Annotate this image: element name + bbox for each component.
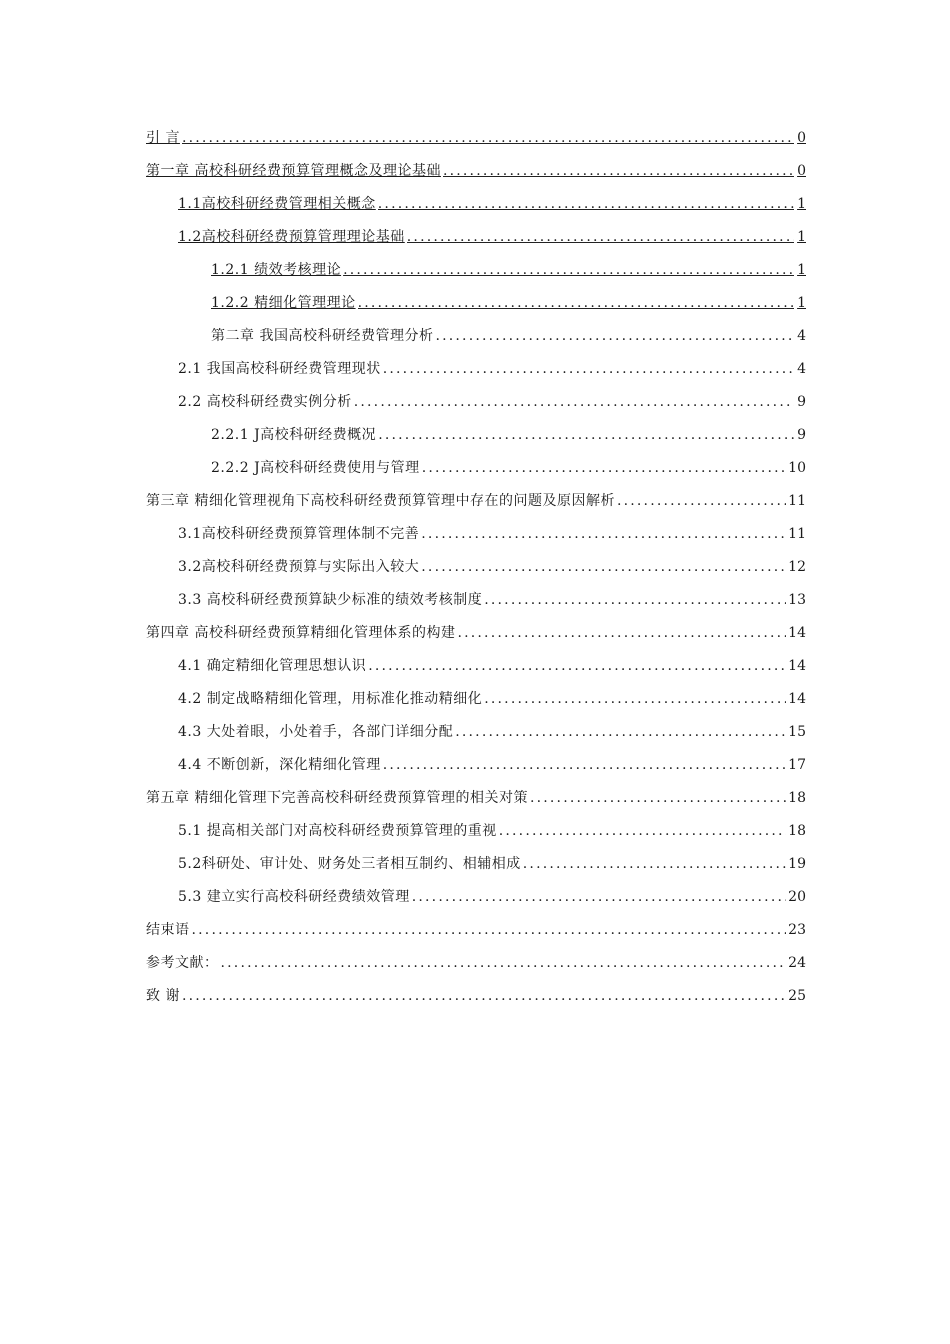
- toc-page-number: 12: [788, 559, 806, 575]
- toc-entry-title: 结束语: [146, 922, 190, 938]
- toc-page-number: 1: [797, 196, 806, 212]
- toc-page-number: 19: [788, 856, 806, 872]
- toc-dot-leader: [435, 320, 794, 353]
- toc-page-number: 14: [788, 691, 806, 707]
- toc-dot-leader: [484, 584, 786, 617]
- toc-page-number: 14: [788, 625, 806, 641]
- toc-dot-leader: [378, 419, 794, 452]
- toc-entry[interactable]: [146, 947, 806, 980]
- toc-entry[interactable]: [146, 650, 806, 683]
- toc-dot-leader: [182, 122, 794, 155]
- toc-dot-leader: [221, 947, 787, 980]
- toc-entry[interactable]: [146, 980, 806, 1013]
- toc-dot-leader: [422, 452, 786, 485]
- toc-entry[interactable]: [146, 716, 806, 749]
- toc-entry-title: 2.2.1 J高校科研经费概况: [211, 427, 377, 443]
- toc-page-number: 20: [788, 889, 806, 905]
- toc-entry-title: 第一章 高校科研经费预算管理概念及理论基础: [146, 163, 441, 179]
- toc-entry[interactable]: [146, 551, 806, 584]
- toc-entry[interactable]: [146, 815, 806, 848]
- toc-dot-leader: [407, 221, 794, 254]
- toc-page-number: 1: [797, 295, 806, 311]
- toc-entry-title: 4.1 确定精细化管理思想认识: [178, 658, 367, 674]
- toc-page-number: 25: [788, 988, 806, 1004]
- toc-entry-title: 第五章 精细化管理下完善高校科研经费预算管理的相关对策: [146, 790, 528, 806]
- toc-entry-title: 2.2.2 J高校科研经费使用与管理: [211, 460, 420, 476]
- toc-entry[interactable]: [146, 914, 806, 947]
- toc-entry[interactable]: [146, 188, 806, 221]
- toc-entry[interactable]: [146, 353, 806, 386]
- toc-dot-leader: [443, 155, 794, 188]
- toc-entry-title: 1.1高校科研经费管理相关概念: [178, 196, 376, 212]
- toc-dot-leader: [383, 749, 786, 782]
- toc-dot-leader: [383, 353, 794, 386]
- toc-page-number: 9: [797, 427, 806, 443]
- toc-entry-title: 致 谢: [146, 988, 180, 1004]
- toc-dot-leader: [499, 815, 786, 848]
- toc-page-number: 15: [788, 724, 806, 740]
- toc-page-number: 24: [788, 955, 806, 971]
- toc-dot-leader: [455, 716, 786, 749]
- toc-page-number: 11: [788, 493, 806, 509]
- toc-entry-title: 3.1高校科研经费预算管理体制不完善: [178, 526, 420, 542]
- toc-entry-title: 4.2 制定战略精细化管理，用标准化推动精细化: [178, 691, 483, 707]
- toc-page-number: 18: [788, 790, 806, 806]
- toc-page-number: 13: [788, 592, 806, 608]
- toc-page-number: 4: [797, 361, 806, 377]
- toc-entry[interactable]: [146, 749, 806, 782]
- toc-page-number: 4: [797, 328, 806, 344]
- toc-entry-title: 1.2.2 精细化管理理论: [211, 295, 356, 311]
- toc-entry[interactable]: [146, 485, 806, 518]
- toc-dot-leader: [343, 254, 794, 287]
- toc-entry[interactable]: [146, 320, 806, 353]
- toc-page-number: 10: [788, 460, 806, 476]
- toc-entry-title: 1.2.1 绩效考核理论: [211, 262, 342, 278]
- toc-entry[interactable]: [146, 881, 806, 914]
- toc-entry-title: 1.2高校科研经费预算管理理论基础: [178, 229, 405, 245]
- toc-entry-title: 5.1 提高相关部门对高校科研经费预算管理的重视: [178, 823, 497, 839]
- toc-entry-title: 第四章 高校科研经费预算精细化管理体系的构建: [146, 625, 456, 641]
- toc-dot-leader: [368, 650, 786, 683]
- toc-dot-leader: [484, 683, 786, 716]
- toc-entry-title: 第三章 精细化管理视角下高校科研经费预算管理中存在的问题及原因解析: [146, 493, 615, 509]
- toc-entry-title: 2.1 我国高校科研经费管理现状: [178, 361, 381, 377]
- toc-entry-title: 4.3 大处着眼，小处着手，各部门详细分配: [178, 724, 454, 740]
- toc-entry[interactable]: [146, 782, 806, 815]
- toc-dot-leader: [358, 287, 794, 320]
- toc-page-number: 14: [788, 658, 806, 674]
- toc-page-number: 1: [797, 229, 806, 245]
- toc-entry-title: 2.2 高校科研经费实例分析: [178, 394, 352, 410]
- toc-entry[interactable]: [146, 848, 806, 881]
- toc-entry-title: 引 言: [146, 130, 180, 146]
- toc-dot-leader: [182, 980, 786, 1013]
- toc-dot-leader: [421, 551, 786, 584]
- toc-dot-leader: [530, 782, 786, 815]
- toc-entry[interactable]: [146, 287, 806, 320]
- toc-entry[interactable]: [146, 584, 806, 617]
- toc-dot-leader: [617, 485, 786, 518]
- toc-entry[interactable]: [146, 386, 806, 419]
- toc-dot-leader: [421, 518, 786, 551]
- toc-dot-leader: [412, 881, 786, 914]
- toc-page-number: 18: [788, 823, 806, 839]
- toc-entry[interactable]: [146, 419, 806, 452]
- toc-entry[interactable]: [146, 155, 806, 188]
- toc-entry[interactable]: [146, 254, 806, 287]
- toc-entry-title: 3.2高校科研经费预算与实际出入较大: [178, 559, 420, 575]
- toc-entry-title: 第二章 我国高校科研经费管理分析: [211, 328, 434, 344]
- table-of-contents: [146, 122, 806, 1013]
- toc-entry-title: 参考文献：: [146, 955, 219, 971]
- toc-entry[interactable]: [146, 122, 806, 155]
- toc-page-number: 0: [797, 163, 806, 179]
- toc-entry[interactable]: [146, 221, 806, 254]
- toc-page-number: 1: [797, 262, 806, 278]
- toc-entry-title: 4.4 不断创新，深化精细化管理: [178, 757, 381, 773]
- toc-dot-leader: [457, 617, 786, 650]
- toc-entry-title: 5.3 建立实行高校科研经费绩效管理: [178, 889, 410, 905]
- toc-entry[interactable]: [146, 452, 806, 485]
- toc-page-number: 0: [797, 130, 806, 146]
- toc-entry[interactable]: [146, 683, 806, 716]
- toc-page-number: 9: [797, 394, 806, 410]
- toc-dot-leader: [354, 386, 794, 419]
- toc-dot-leader: [523, 848, 786, 881]
- toc-page-number: 23: [788, 922, 806, 938]
- toc-dot-leader: [378, 188, 794, 221]
- toc-page-number: 11: [788, 526, 806, 542]
- toc-dot-leader: [192, 914, 787, 947]
- toc-entry[interactable]: [146, 518, 806, 551]
- toc-entry-title: 3.3 高校科研经费预算缺少标准的绩效考核制度: [178, 592, 483, 608]
- toc-entry-title: 5.2科研处、审计处、财务处三者相互制约、相辅相成: [178, 856, 521, 872]
- toc-entry[interactable]: [146, 617, 806, 650]
- toc-page-number: 17: [788, 757, 806, 773]
